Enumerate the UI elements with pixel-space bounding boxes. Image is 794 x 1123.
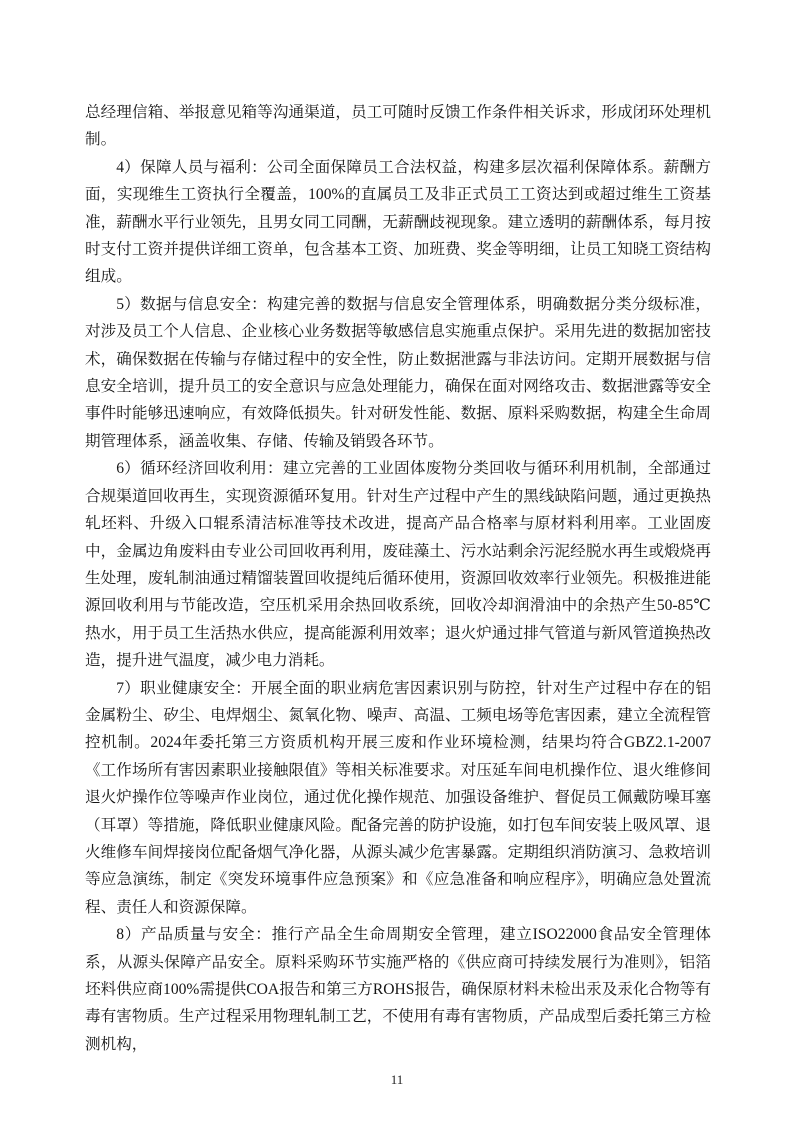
page-number: 11 — [390, 1072, 404, 1087]
paragraph: 6）循环经济回收利用：建立完善的工业固体废物分类回收与循环利用机制，全部通过合规渠道回收再生，实现资源循环复用。针对生产过程中产生的黑线缺陷问题，通过更换热轧坯料、升级入口辊系清洁标准等技术改进，提高产品合格率与原材料利用率。工业固废中，金属边角废料由专业公司回收再利用，废硅藻土、污水站剩余污泥经脱水再生或煅烧再生处理，废轧制油通过精馏装置回收提纯后循环使用，资源回收效率行业领先。积极推进能源回收利用与节能改造，空压机采用余热回收系统，回收冷却润滑油中的余热产生50-85℃热水，用于员工生活热水供应，提高能源利用效率；退火炉通过排气管道与新风管道换热改造，提升进气温度，减少电力消耗。 — [85, 460, 711, 670]
document-body — [85, 99, 711, 1058]
paragraph: 总经理信箱、举报意见箱等沟通渠道，员工可随时反馈工作条件相关诉求，形成闭环处理机制。 — [85, 104, 711, 149]
paragraph: 5）数据与信息安全：构建完善的数据与信息安全管理体系，明确数据分类分级标准，对涉及员工个人信息、企业核心业务数据等敏感信息实施重点保护。采用先进的数据加密技术，确保数据在传输与存储过程中的安全性，防止数据泄露与非法访问。定期开展数据与信息安全培训，提升员工的安全意识与应急处理能力，确保在面对网络攻击、数据泄露等安全事件时能够迅速响应，有效降低损失。针对研发性能、数据、原料采购数据，构建全生命周期管理体系，涵盖收集、存储、传输及销毁各环节。 — [85, 295, 711, 450]
paragraph: 7）职业健康安全：开展全面的职业病危害因素识别与防控，针对生产过程中存在的铝金属粉尘、矽尘、电焊烟尘、氮氧化物、噪声、高温、工频电场等危害因素，建立全流程管控机制。2024年委托第三方资质机构开展三废和作业环境检测，结果均符合GBZ2.1-2007《工作场所有害因素职业接触限值》等相关标准要求。对压延车间电机操作位、退火维修间退火炉操作位等噪声作业岗位，通过优化操作规范、加强设备维护、督促员工佩戴防噪耳塞（耳罩）等措施，降低职业健康风险。配备完善的防护设施，如打包车间安装上吸风罩、退火维修车间焊接岗位配备烟气净化器，从源头减少危害暴露。定期组织消防演习、急救培训等应急演练，制定《突发环境事件应急预案》和《应急准备和响应程序》，明确应急处置流程、责任人和资源保障。 — [85, 679, 711, 916]
paragraph: 4）保障人员与福利：公司全面保障员工合法权益，构建多层次福利保障体系。薪酬方面，实现维生工资执行全覆盖，100%的直属员工及非正式员工工资达到或超过维生工资基准，薪酬水平行业领先，且男女同工同酬，无薪酬歧视现象。建立透明的薪酬体系，每月按时支付工资并提供详细工资单，包含基本工资、加班费、奖金等明细，让员工知晓工资结构组成。 — [85, 158, 711, 286]
paragraph: 8）产品质量与安全：推行产品全生命周期安全管理，建立ISO22000食品安全管理体系，从源头保障产品安全。原料采购环节实施严格的《供应商可持续发展行为准则》，铝箔坯料供应商100%需提供COA报告和第三方ROHS报告，确保原材料未检出汞及汞化合物等有毒有害物质。生产过程采用物理轧制工艺，不使用有毒有害物质，产品成型后委托第三方检测机构， — [85, 926, 711, 1053]
